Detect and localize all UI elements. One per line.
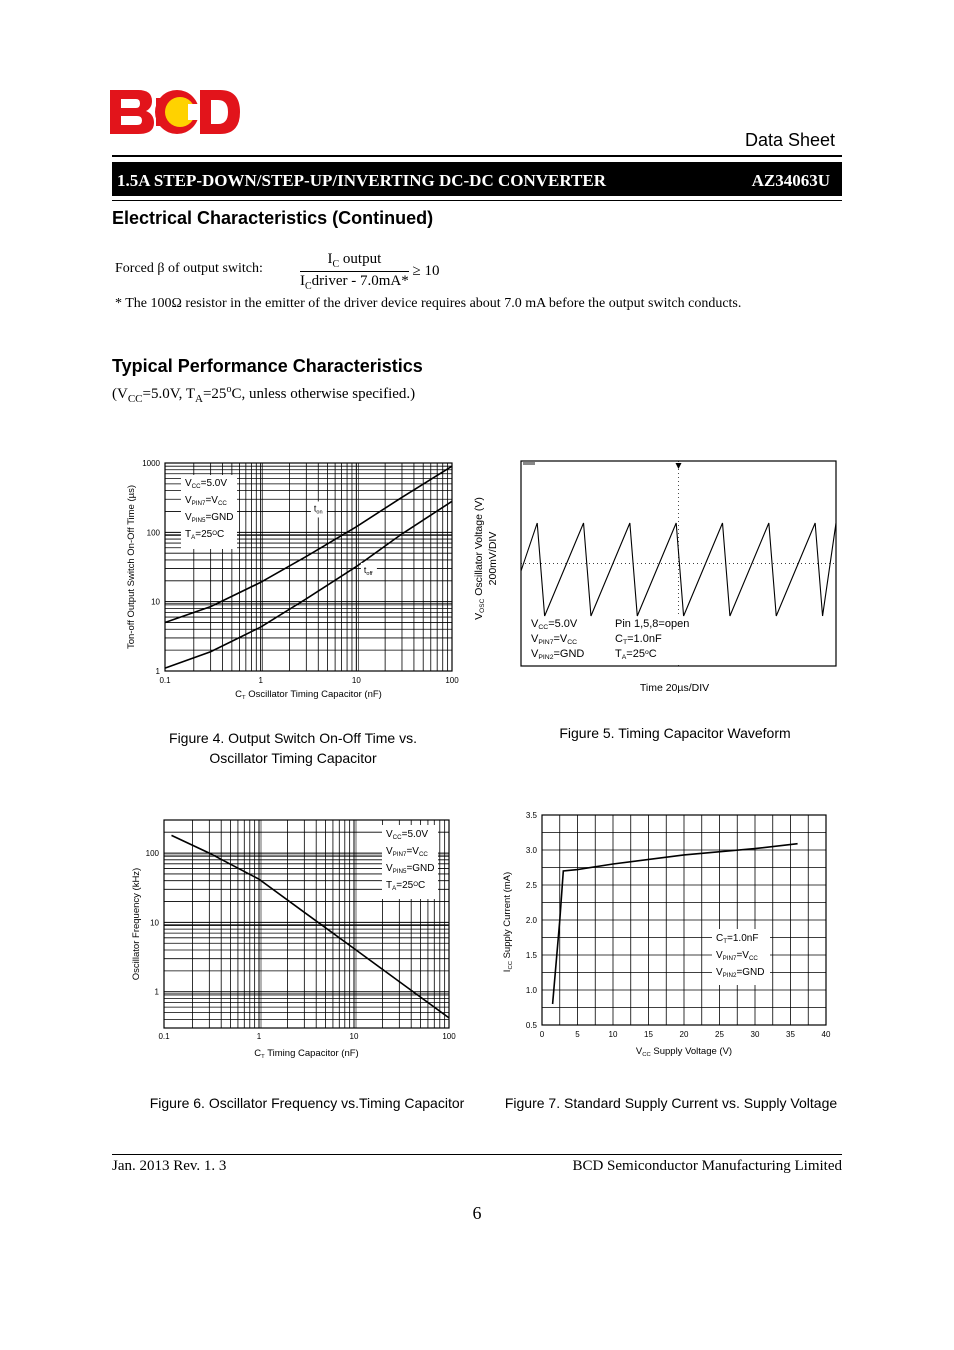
figure-6-caption: Figure 6. Oscillator Frequency vs.Timing Capacitor: [149, 1095, 465, 1111]
page-number: 6: [472, 1203, 482, 1223]
fig4-x-tick: 1: [258, 676, 263, 685]
electrical-heading: Electrical Characteristics (Continued): [112, 208, 434, 228]
fig5-y-label: VOSC Oscillator Voltage (V): [473, 497, 487, 620]
figure-7-chart: [492, 806, 842, 1066]
fig5-x-label: Time 20µs/DIV: [639, 682, 710, 694]
figure-5-chart: [465, 455, 845, 700]
typical-heading: Typical Performance Characteristics: [112, 356, 423, 376]
fig5-condition-right: CT=1.0nF: [615, 633, 662, 647]
fig7-y-tick: 2.0: [525, 916, 537, 925]
fig5-condition-right: Pin 1,5,8=open: [615, 618, 690, 630]
fig6-x-tick: 10: [349, 1032, 359, 1041]
fig7-x-tick: 40: [821, 1030, 831, 1039]
fig4-condition: VPIN7=VCC: [185, 495, 227, 507]
fig4-x-tick: 100: [445, 676, 459, 685]
fig5-condition-right: TA=25oC: [615, 648, 657, 662]
fig7-y-label: ICC Supply Current (mA): [502, 871, 514, 973]
forced-beta-formula: $\frac{I_C output}{I_Cdriver - 7.0mA*}$ ≥ 10: [300, 251, 440, 292]
footer-company: BCD Semiconductor Manufacturing Limited: [572, 1158, 842, 1174]
typical-conditions: ($V_{CC}=5.0V$, $T_A=25^oC$, unless otherwise specified.): [112, 384, 416, 405]
fig7-condition: CT=1.0nF: [716, 933, 759, 945]
fig5-condition-left: VPIN2=GND: [531, 648, 585, 662]
title-bar: [112, 162, 842, 196]
fig6-condition: VPIN7=VCC: [386, 846, 428, 858]
fig6-condition: TA=25OC: [386, 880, 426, 892]
fig4-series-label: toff: [363, 564, 373, 577]
fig4-y-tick: 1: [155, 667, 160, 676]
footnote: * The 100Ω resistor in the emitter of the driver device requires about 7.0 mA before the output switch conducts.: [115, 296, 742, 311]
relation: ≥ 10: [412, 263, 440, 279]
fig4-condition: VPIN5=GND: [185, 512, 234, 524]
fig7-y-tick: 3.0: [525, 846, 537, 855]
fig4-y-tick: 100: [146, 528, 160, 538]
fig6-y-tick: 100: [145, 849, 159, 859]
fig4-x-tick: 0.1: [159, 676, 171, 685]
fig7-y-tick: 3.5: [525, 811, 537, 820]
fig5-condition-left: VCC=5.0V: [531, 618, 578, 632]
fig7-x-tick: 35: [786, 1030, 795, 1039]
fig7-x-tick: 25: [715, 1030, 724, 1039]
fig4-y-label: Ton-off Output Switch On-Off Time (µs): [126, 484, 137, 650]
fig7-x-tick: 30: [750, 1030, 760, 1039]
fig6-y-tick: 1: [154, 987, 159, 997]
fig5-y-label-2: 200mV/DIV: [487, 531, 499, 586]
fig7-y-tick: 1.0: [525, 986, 537, 995]
fig6-x-tick: 100: [442, 1032, 456, 1041]
fig7-condition: VPIN2=GND: [716, 967, 765, 979]
fig6-y-tick: 10: [150, 918, 159, 928]
fig7-condition: VPIN7=VCC: [716, 950, 758, 962]
fig7-x-tick: 20: [679, 1030, 689, 1039]
fig6-condition: VPIN5=GND: [386, 863, 435, 875]
fig4-x-tick: 10: [351, 676, 361, 685]
fig6-x-label: CT Timing Capacitor (nF): [254, 1048, 359, 1060]
fig7-y-label-group: [502, 872, 514, 972]
figure-5-caption: Figure 5. Timing Capacitor Waveform: [559, 725, 791, 741]
fig7-x-tick: 5: [575, 1030, 580, 1039]
fig7-y-tick: 1.5: [525, 951, 537, 960]
fig4-y-tick: 10: [151, 597, 160, 607]
fig7-x-tick: 10: [608, 1030, 618, 1039]
figure-4-caption: Figure 4. Output Switch On-Off Time vs. Oscillator Timing Capacitor: [169, 730, 417, 766]
figure-6-chart: [120, 812, 460, 1067]
fig5-scope-marker: [523, 462, 535, 465]
fig4-x-label: CT Oscillator Timing Capacitor (nF): [235, 689, 382, 701]
fig7-y-tick: 0.5: [525, 1021, 537, 1030]
bcd-logo: [110, 88, 242, 136]
fig6-y-label: Oscillator Frequency (kHz): [131, 867, 142, 981]
footer-rule: [112, 1154, 842, 1155]
fig7-x-label: VCC Supply Voltage (V): [635, 1046, 733, 1058]
fig4-condition: VCC=5.0V: [185, 478, 228, 490]
fig6-x-tick: 1: [256, 1032, 262, 1041]
header-rule-top: [112, 155, 842, 157]
doc-type: Data Sheet: [745, 130, 836, 150]
fig4-series-label: ton: [313, 503, 323, 516]
part-number: AZ34063U: [751, 171, 830, 190]
fig5-y-label-group: [473, 497, 499, 620]
fig7-y-tick: 2.5: [525, 881, 537, 890]
fig6-x-tick: 0.1: [158, 1032, 170, 1041]
fig7-x-tick: 0: [539, 1030, 545, 1039]
fig7-x-tick: 15: [644, 1030, 653, 1039]
header-rule-bottom: [112, 200, 842, 201]
figure-7-caption: Figure 7. Standard Supply Current vs. Supply Voltage: [504, 1095, 838, 1111]
figure-4-chart: [120, 455, 470, 705]
footer-date: Jan. 2013 Rev. 1. 3: [112, 1158, 227, 1174]
fig4-y-tick: 1000: [142, 459, 160, 468]
fig4-condition: TA=25OC: [185, 529, 225, 541]
fig6-condition: VCC=5.0V: [386, 829, 429, 841]
document-title: 1.5A STEP-DOWN/STEP-UP/INVERTING DC-DC CONVERTER: [117, 171, 607, 190]
forced-beta-label: Forced β of output switch:: [115, 261, 263, 276]
fig5-condition-left: VPIN7=VCC: [531, 633, 578, 647]
